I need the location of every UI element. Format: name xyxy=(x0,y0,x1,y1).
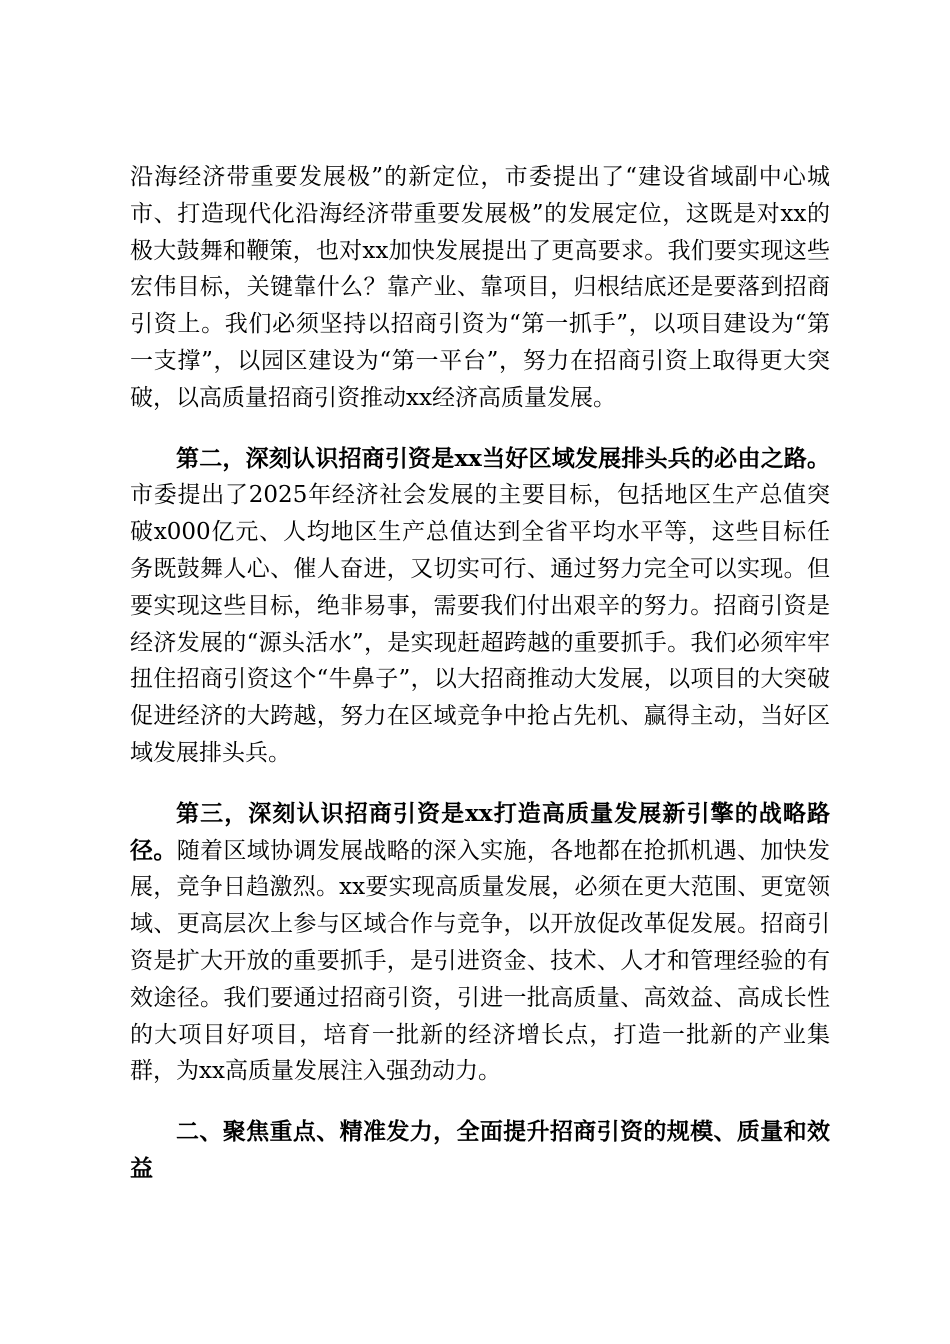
paragraph-2-text: 市委提出了2025年经济社会发展的主要目标，包括地区生产总值突破x000亿元、人均地区生产总值达到全省平均水平等，这些目标任务既鼓舞人心、催人奋进，又切实可行、通过努力完全可以实现。但要实现这些目标，绝非易事，需要我们付出艰辛的努力。招商引资是经济发展的“源头活水”，是实现赶超跨越的重要抓手。我们必须牢牢扭住招商引资这个“牛鼻子”，以大招商推动大发展，以项目的大突破促进经济的大跨越，努力在区域竞争中抢占先机、赢得主动，当好区域发展排头兵。 xyxy=(130,482,830,766)
paragraph-2-lead: 第二，深刻认识招商引资是xx当好区域发展排头兵的必由之路。 xyxy=(176,444,830,472)
paragraph-1-text: 沿海经济带重要发展极”的新定位，市委提出了“建设省域副中心城市、打造现代化沿海经济带重要发展极”的发展定位，这既是对xx的极大鼓舞和鞭策，也对xx加快发展提出了更高要求。我们要实现这些宏伟目标，关键靠什么？靠产业、靠项目，归根结底还是要落到招商引资上。我们必须坚持以招商引资为“第一抓手”，以项目建设为“第一支撑”，以园区建设为“第一平台”，努力在招商引资上取得更大突破，以高质量招商引资推动xx经济高质量发展。 xyxy=(130,164,830,411)
section-heading: 二、聚焦重点、精准发力，全面提升招商引资的规模、质量和效益 xyxy=(130,1118,830,1182)
paragraph-3 xyxy=(130,796,830,1090)
document-body xyxy=(130,159,830,1188)
paragraph-1 xyxy=(130,159,830,417)
paragraph-3-text: 随着区域协调发展战略的深入实施，各地都在抢抓机遇、加快发展，竞争日趋激烈。xx要实现高质量发展，必须在更大范围、更宽领域、更高层次上参与区域合作与竞争，以开放促改革促发展。招商引资是扩大开放的重要抓手，是引进资金、技术、人才和管理经验的有效途径。我们要通过招商引资，引进一批高质量、高效益、高成长性的大项目好项目，培育一批新的经济增长点，打造一批新的产业集群，为xx高质量发展注入强劲动力。 xyxy=(130,837,831,1085)
paragraph-3-lead: 第三，深刻认识招商引资是xx打造高质量发展新引擎的战略路径。 xyxy=(130,799,830,864)
paragraph-2 xyxy=(130,441,830,772)
